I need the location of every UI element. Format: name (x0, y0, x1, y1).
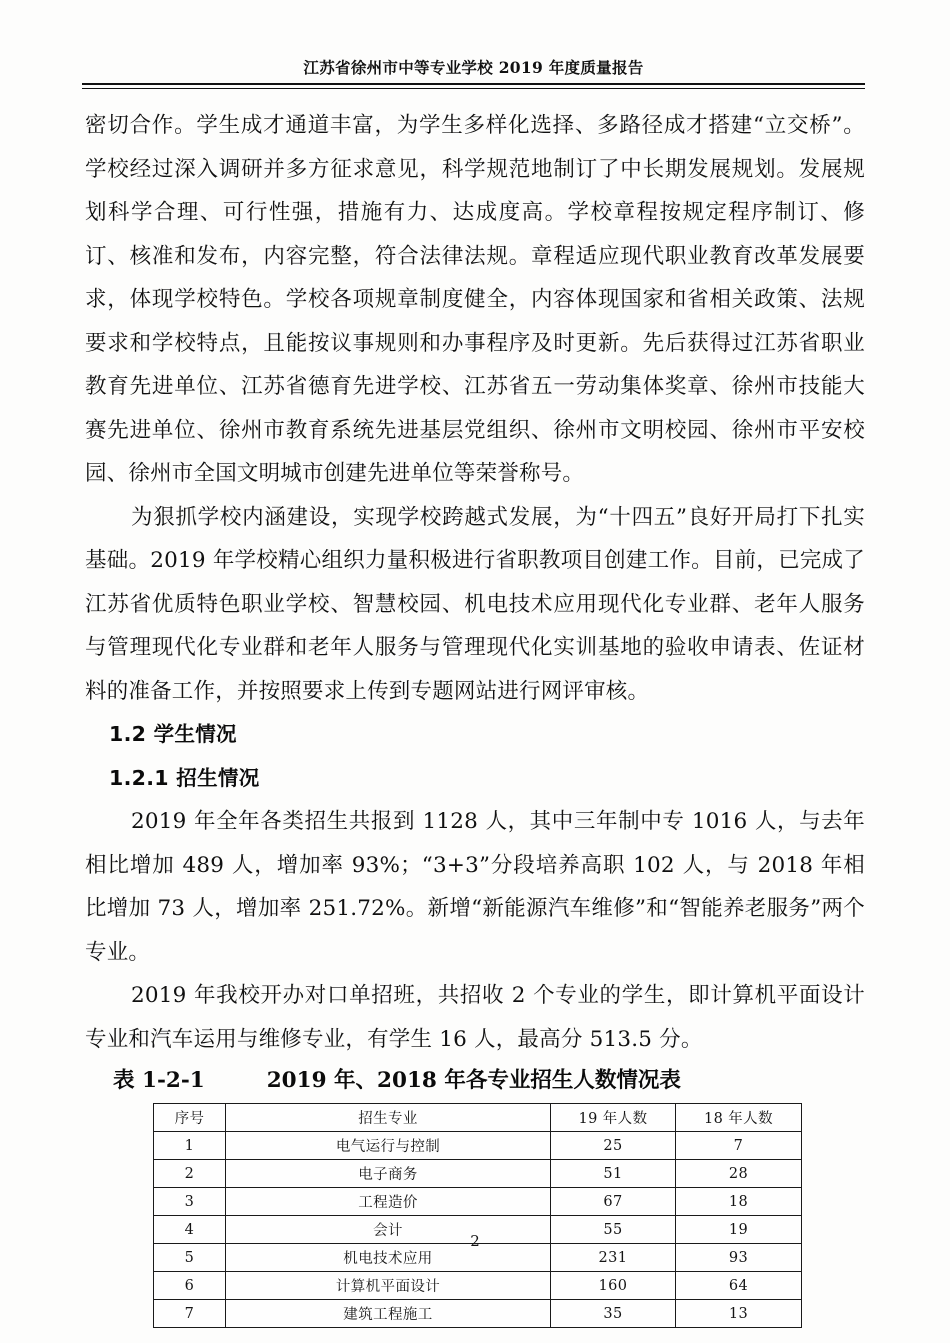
table-row (154, 1188, 802, 1216)
cell-y2018: 18 (676, 1188, 802, 1216)
document-body (85, 104, 865, 1328)
cell-index: 4 (154, 1216, 226, 1244)
cell-index: 6 (154, 1272, 226, 1300)
cell-y2019: 160 (551, 1272, 676, 1300)
table-row (154, 1272, 802, 1300)
section-heading-1-2: 1.2 学生情况 (109, 722, 237, 746)
table-header-row (154, 1104, 802, 1132)
cell-y2018: 19 (676, 1216, 802, 1244)
cell-y2018: 7 (676, 1132, 802, 1160)
table-caption-number: 表 1-2-1 (113, 1068, 205, 1093)
paragraph-continuation: 密切合作。学生成才通道丰富，为学生多样化选择、多路径成才搭建“立交桥”。学校经过深入调研并多方征求意见，科学规范地制订了中长期发展规划。发展规划科学合理、可行性强，措施有力、达成度高。学校章程按规定程序制订、修订、核准和发布，内容完整，符合法律法规。章程适应现代职业教育改革发展要求，体现学校特色。学校各项规章制度健全，内容体现国家和省相关政策、法规要求和学校特点，且能按议事规则和办事程序及时更新。先后获得过江苏省职业教育先进单位、江苏省德育先进学校、江苏省五一劳动集体奖章、徐州市技能大赛先进单位、徐州市教育系统先进基层党组织、徐州市文明校园、徐州市平安校园、徐州市全国文明城市创建先进单位等荣誉称号。 (85, 113, 865, 486)
column-header-y2018: 18 年人数 (676, 1104, 802, 1132)
cell-index: 2 (154, 1160, 226, 1188)
cell-y2019: 25 (551, 1132, 676, 1160)
column-header-index: 序号 (154, 1104, 226, 1132)
table-caption-title: 2019 年、2018 年各专业招生人数情况表 (266, 1068, 681, 1093)
cell-index: 7 (154, 1300, 226, 1328)
enrollment-table (153, 1103, 802, 1328)
table-row (154, 1132, 802, 1160)
cell-y2018: 93 (676, 1244, 802, 1272)
page-number: 2 (470, 1232, 480, 1250)
cell-major: 计算机平面设计 (226, 1272, 551, 1300)
cell-index: 1 (154, 1132, 226, 1160)
paragraph-single-enrollment-class: 2019 年我校开办对口单招班，共招收 2 个专业的学生，即计算机平面设计专业和汽车运用与维修专业，有学生 16 人，最高分 513.5 分。 (85, 983, 865, 1052)
running-head-title: 江苏省徐州市中等专业学校 2019 年度质量报告 (303, 58, 644, 77)
cell-major: 电子商务 (226, 1160, 551, 1188)
cell-major: 工程造价 (226, 1188, 551, 1216)
paragraph-enrollment-stats: 2019 年全年各类招生共报到 1128 人，其中三年制中专 1016 人，与去年相比增加 489 人，增加率 93%；“3+3”分段培养高职 102 人，与 2018 年相比增加 73 人，增加率 251.72%。新增“新能源汽车维修”和“智能养老服务”两个专业。 (85, 809, 865, 965)
cell-y2018: 28 (676, 1160, 802, 1188)
table-row (154, 1300, 802, 1328)
cell-major: 电气运行与控制 (226, 1132, 551, 1160)
cell-y2019: 231 (551, 1244, 676, 1272)
cell-y2018: 64 (676, 1272, 802, 1300)
cell-y2019: 51 (551, 1160, 676, 1188)
cell-y2018: 13 (676, 1300, 802, 1328)
cell-index: 3 (154, 1188, 226, 1216)
paragraph-project-construction: 为狠抓学校内涵建设，实现学校跨越式发展，为“十四五”良好开局打下扎实基础。2019 年学校精心组织力量积极进行省职教项目创建工作。目前，已完成了江苏省优质特色职业学校、智慧校园、机电技术应用现代化专业群、老年人服务与管理现代化专业群和老年人服务与管理现代化实训基地的验收申请表、佐证材料的准备工作，并按照要求上传到专题网站进行网评审核。 (85, 504, 865, 704)
cell-major: 会计 (226, 1216, 551, 1244)
cell-y2019: 67 (551, 1188, 676, 1216)
section-heading-1-2-1: 1.2.1 招生情况 (109, 765, 260, 790)
cell-major: 机电技术应用 (226, 1244, 551, 1272)
cell-y2019: 55 (551, 1216, 676, 1244)
table-row (154, 1160, 802, 1188)
column-header-y2019: 19 年人数 (551, 1104, 676, 1132)
cell-y2019: 35 (551, 1300, 676, 1328)
cell-major: 建筑工程施工 (226, 1300, 551, 1328)
column-header-major: 招生专业 (226, 1104, 551, 1132)
cell-index: 5 (154, 1244, 226, 1272)
table-caption (85, 1061, 865, 1099)
header-rule (82, 83, 865, 89)
